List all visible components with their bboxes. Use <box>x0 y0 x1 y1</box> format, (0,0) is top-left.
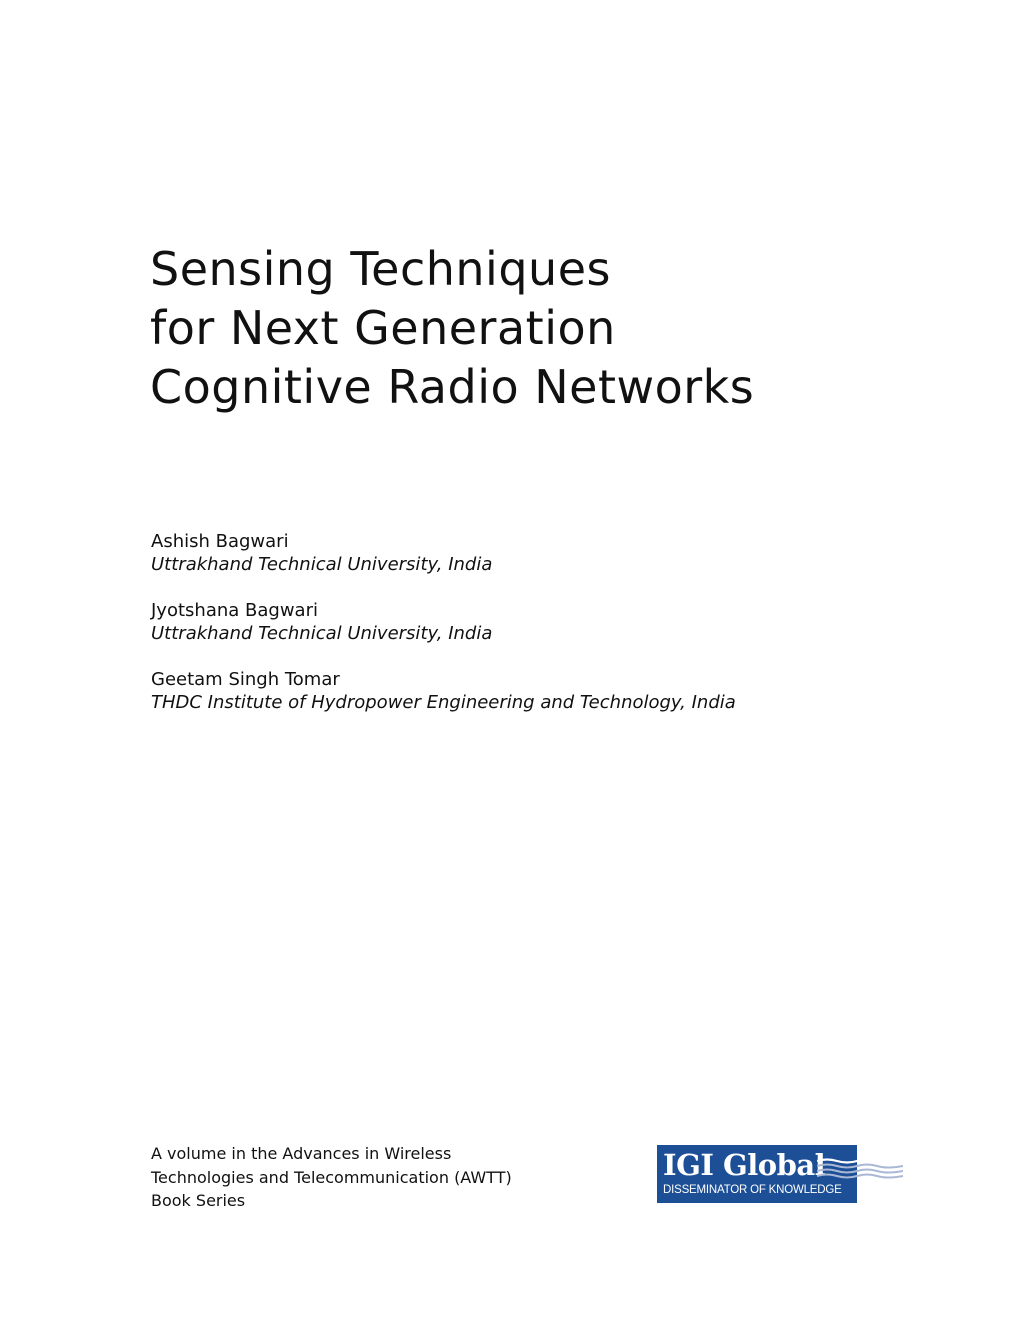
author-affiliation: THDC Institute of Hydropower Engineering and Technology, India <box>151 692 736 713</box>
book-series-note <box>151 1142 551 1213</box>
title-line-1: Sensing Techniques <box>150 242 611 296</box>
author-list <box>151 530 736 737</box>
series-line-2: Technologies and Telecommunication (AWTT) <box>151 1167 512 1187</box>
publisher-logo <box>657 1145 903 1203</box>
series-line-3: Book Series <box>151 1191 246 1210</box>
wave-lines-icon <box>817 1157 903 1183</box>
author-entry <box>151 599 736 646</box>
title-line-2: for Next Generation <box>150 301 616 355</box>
title-line-3: Cognitive Radio Networks <box>150 360 755 414</box>
author-affiliation: Uttrakhand Technical University, India <box>151 623 493 644</box>
author-name: Ashish Bagwari <box>151 531 289 552</box>
author-name: Geetam Singh Tomar <box>151 669 340 690</box>
author-name: Jyotshana Bagwari <box>151 600 318 621</box>
publisher-logo-name: IGI Global <box>663 1148 826 1182</box>
book-title <box>150 240 754 417</box>
publisher-logo-tagline: DISSEMINATOR OF KNOWLEDGE <box>663 1184 842 1196</box>
series-line-1: A volume in the Advances in Wireless <box>151 1144 452 1163</box>
author-affiliation: Uttrakhand Technical University, India <box>151 554 493 575</box>
author-entry <box>151 668 736 715</box>
author-entry <box>151 530 736 577</box>
